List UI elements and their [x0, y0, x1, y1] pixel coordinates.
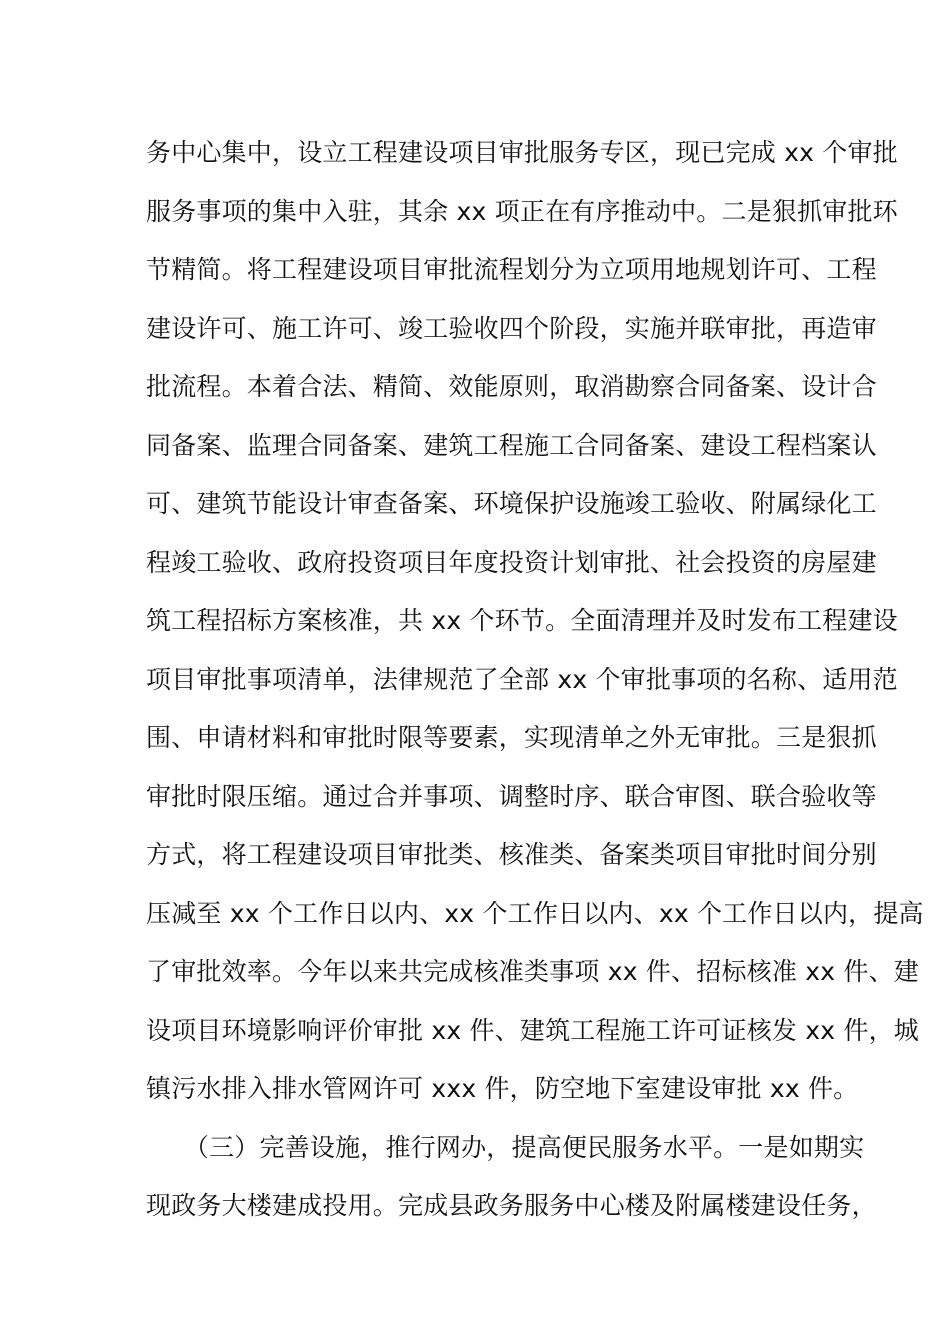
text-line: 批流程。本着合法、精简、效能原则，取消勘察合同备案、设计合: [146, 372, 877, 401]
text-line: 方式，将工程建设项目审批类、核准类、备案类项目审批时间分别: [146, 840, 877, 869]
text-line: 了审批效率。今年以来共完成核准类事项 xx 件、招标核准 xx 件、建: [146, 957, 919, 986]
text-line: 服务事项的集中入驻，其余 xx 项正在有序推动中。二是狠抓审批环: [146, 196, 898, 226]
text-line: 设项目环境影响评价审批 xx 件、建筑工程施工许可证核发 xx 件，城: [146, 1015, 919, 1045]
text-line: 筑工程招标方案核准，共 xx 个环节。全面清理并及时发布工程建设: [146, 606, 898, 635]
text-line: 审批时限压缩。通过合并事项、调整时序、联合审图、联合验收等: [146, 781, 877, 811]
text-line: 务中心集中，设立工程建设项目审批服务专区，现已完成 xx 个审批: [146, 138, 898, 167]
body-text: [146, 124, 924, 1236]
text-line: 围、申请材料和审批时限等要素，实现清单之外无审批。三是狠抓: [146, 723, 877, 752]
text-line: 程竣工验收、政府投资项目年度投资计划审批、社会投资的房屋建: [146, 547, 877, 577]
text-line: 可、建筑节能设计审查备案、环境保护设施竣工验收、附属绿化工: [146, 489, 877, 518]
text-line: 项目审批事项清单，法律规范了全部 xx 个审批事项的名称、适用范: [146, 664, 898, 694]
text-line: 节精简。将工程建设项目审批流程划分为立项用地规划许可、工程: [146, 255, 877, 284]
text-line: 同备案、监理合同备案、建筑工程施工合同备案、建设工程档案认: [146, 430, 877, 460]
section-heading-line: （三）完善设施，推行网办，提高便民服务水平。一是如期实: [146, 1132, 865, 1162]
text-line: 建设许可、施工许可、竣工验收四个阶段，实施并联审批，再造审: [146, 313, 877, 343]
text-line: 压减至 xx 个工作日以内、xx 个工作日以内、xx 个工作日以内，提高: [146, 898, 924, 928]
text-line: 现政务大楼建成投用。完成县政务服务中心楼及附属楼建设任务，: [146, 1191, 877, 1220]
text-line: 镇污水排入排水管网许可 xxx 件，防空地下室建设审批 xx 件。: [146, 1074, 859, 1103]
